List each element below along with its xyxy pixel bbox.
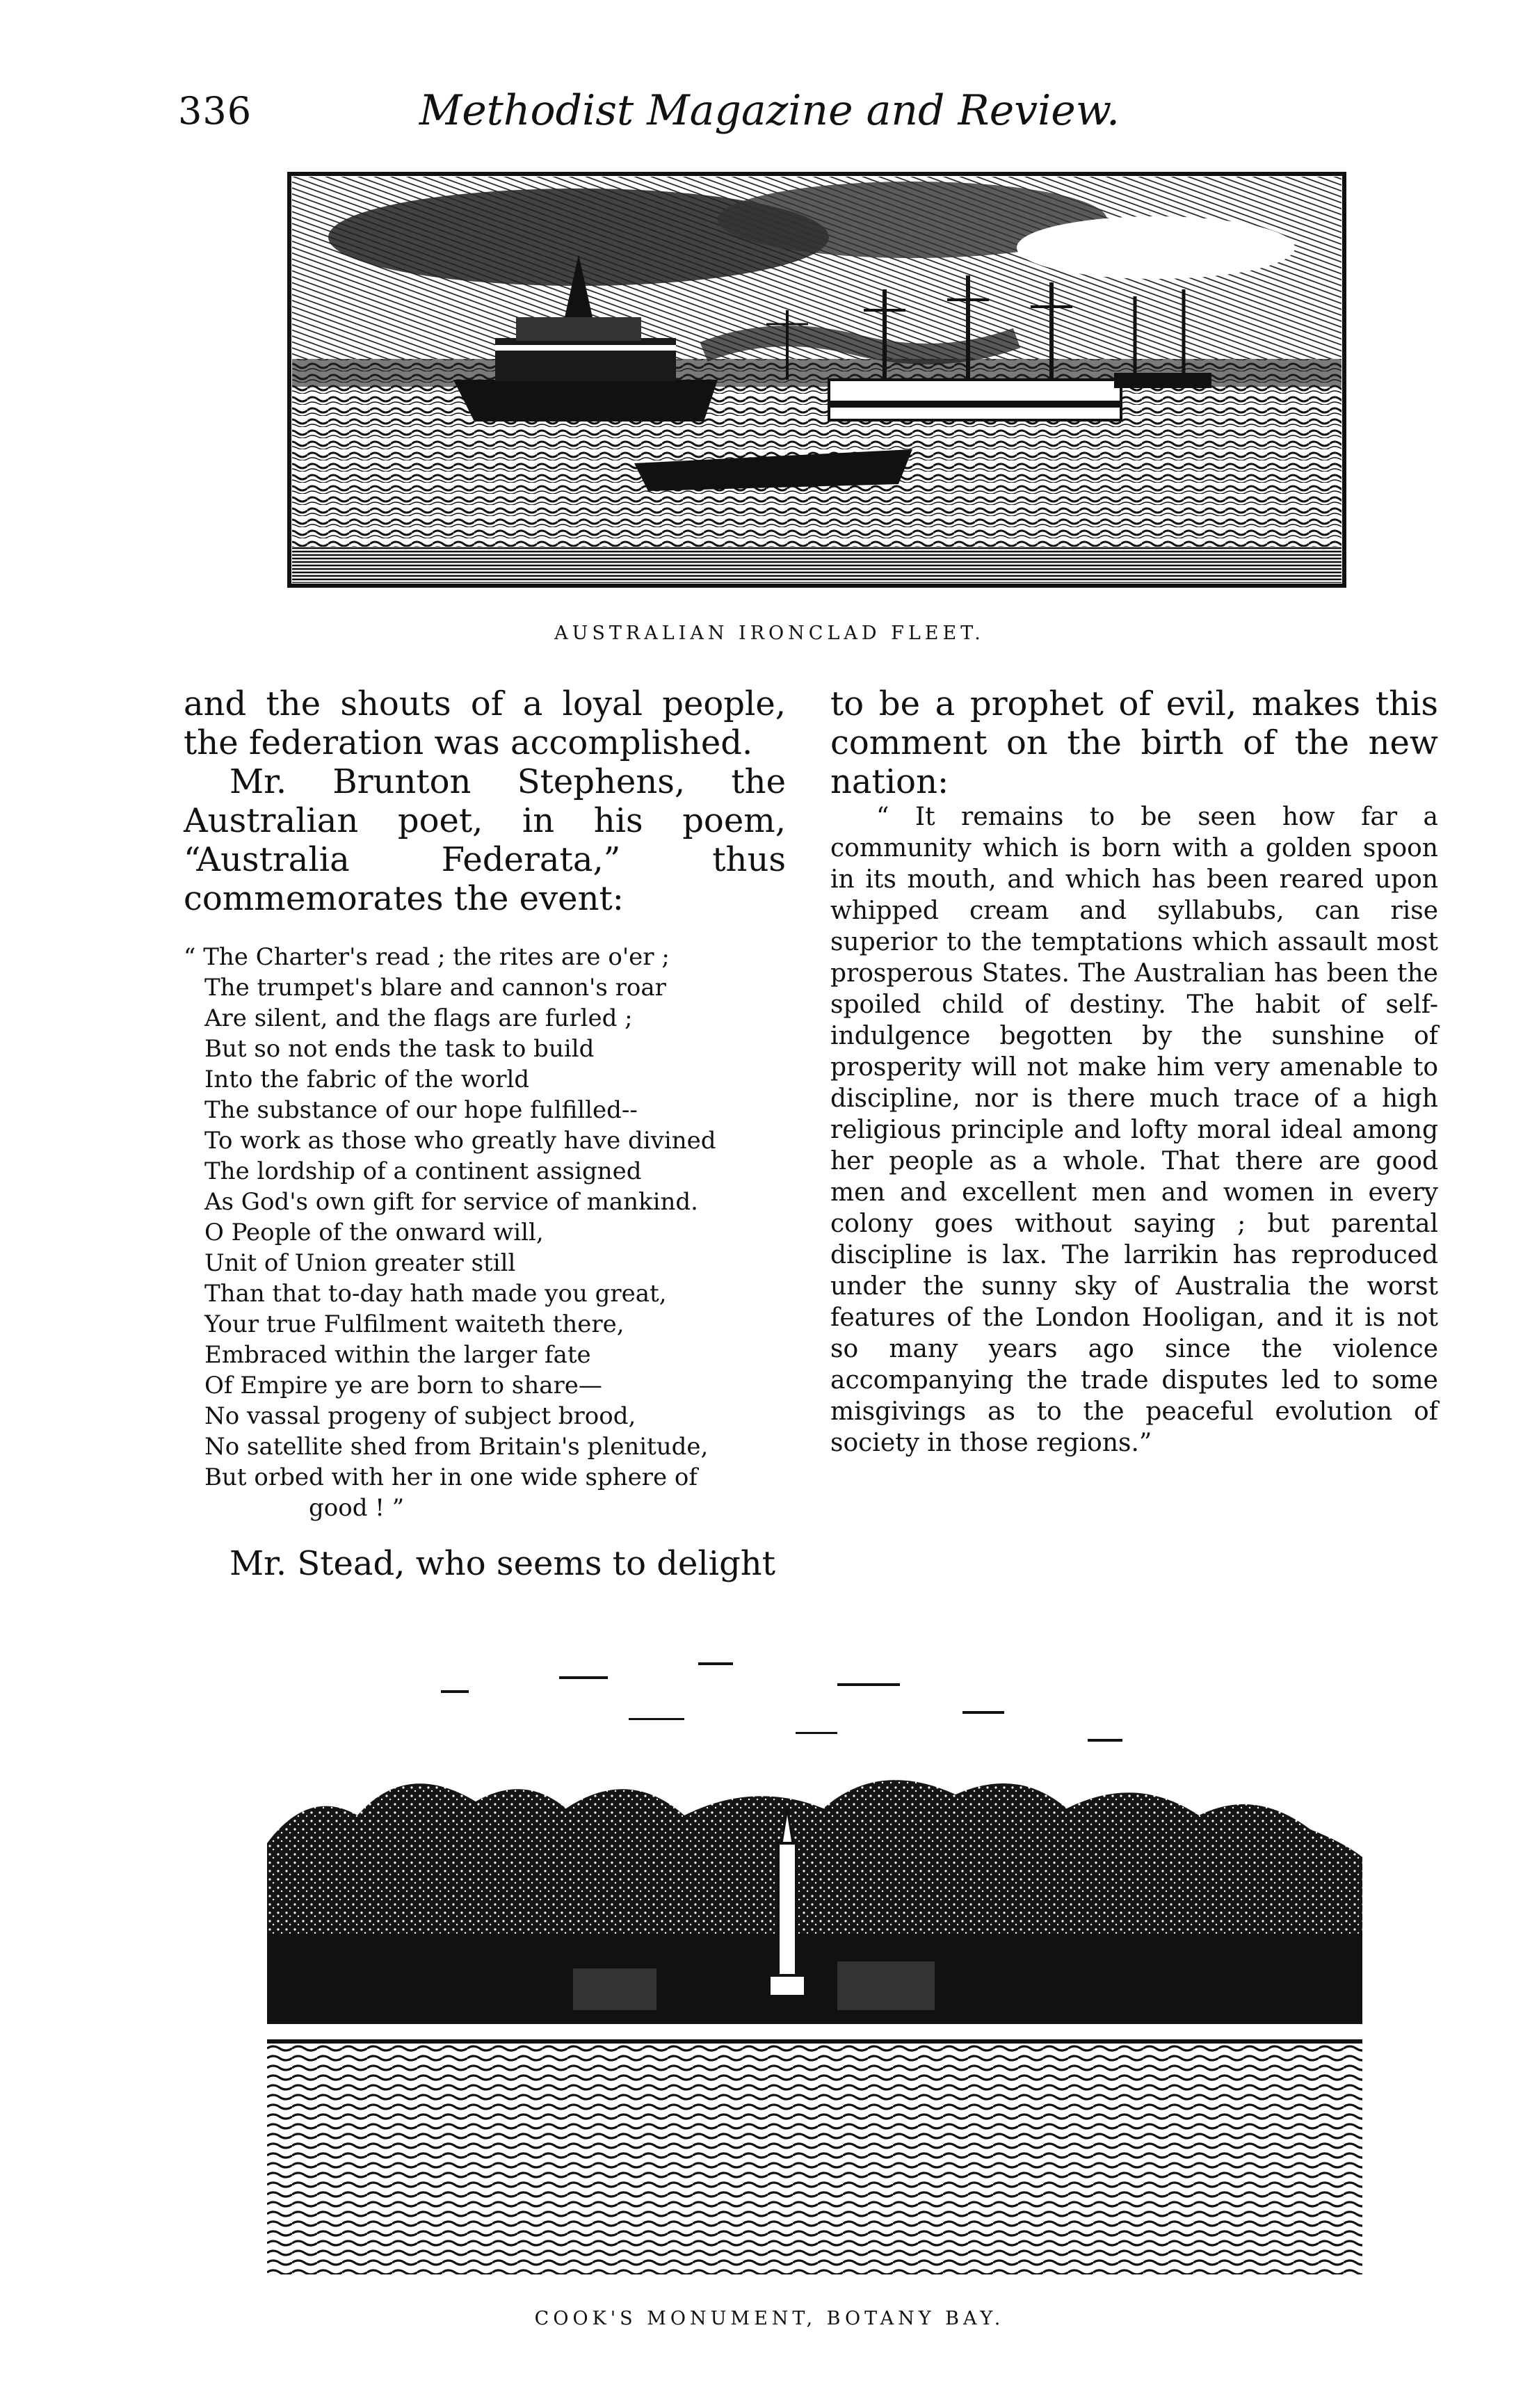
left-paragraph-1: and the shouts of a loyal people, the federation was accomplished. (184, 684, 786, 762)
poem-line: Your true Fulfilment waiteth there, (204, 1310, 625, 1338)
poem-line: No vassal progeny of subject brood, (204, 1402, 636, 1430)
poem-line: But orbed with her in one wide sphere of (204, 1463, 698, 1491)
poem-line: “ The Charter's read ; the rites are o'er ; (184, 943, 670, 971)
poem-line: Are silent, and the flags are furled ; (204, 1004, 633, 1032)
right-paragraph-1: to be a prophet of evil, makes this comment on the birth of the new nation: (830, 684, 1438, 801)
poem-line: Unit of Union greater still (204, 1249, 516, 1277)
poem-line: But so not ends the task to build (204, 1035, 595, 1063)
caption-top: AUSTRALIAN IRONCLAD FLEET. (554, 623, 985, 644)
poem-line: O People of the onward will, (204, 1219, 544, 1246)
page-number: 336 (178, 89, 252, 133)
running-title: Methodist Magazine and Review. (419, 86, 1120, 135)
poem-line: Than that to-day hath made you great, (204, 1280, 667, 1308)
poem-line: Of Empire ye are born to share— (204, 1372, 602, 1399)
poem-line: The lordship of a continent assigned (204, 1157, 642, 1185)
monument-engraving (267, 1635, 1362, 2281)
stead-quotation: “ It remains to be seen how far a community which is born with a golden spoon in its mouth, and which has been reared upon whipped cream and syllabubs, can rise superior to the temptations which assault most prosperous States. The Australian has been the spoiled child of destiny. The habit of self-indulgence begotten by the sunshine of prosperity will not make him very amenable to discipline, nor is there much trace of a high religious principle and lofty moral ideal among her people as a whole. That there are good men and excellent men and women in every colony goes without saying ; but parental discipline is lax. The larrikin has reproduced under the sunny sky of Australia the worst features of the London Hooligan, and it is not so many years ago since the violence accompanying the trade disputes led to some misgivings as to the peaceful evolution of society in those regions.” (830, 803, 1438, 1457)
caption-bottom: COOK'S MONUMENT, BOTANY BAY. (534, 2308, 1005, 2329)
poem-line: good ! ” (309, 1494, 405, 1522)
poem-line: To work as those who greatly have divined (204, 1127, 716, 1155)
poem-line: Into the fabric of the world (204, 1066, 530, 1093)
left-paragraph-3: Mr. Stead, who seems to delight (229, 1544, 775, 1583)
poem-line: No satellite shed from Britain's plenitude, (204, 1433, 709, 1461)
ironclad-fleet-engraving (287, 171, 1347, 588)
poem-line: Embraced within the larger fate (204, 1341, 591, 1369)
poem-line: The substance of our hope fulfilled-- (204, 1096, 638, 1124)
poem (184, 942, 786, 1523)
poem-line: As God's own gift for service of mankind. (204, 1188, 698, 1216)
left-paragraph-2: Mr. Brunton Stephens, the Australian poet, in his poem, “Australia Federata,” thus commemorates the event: (184, 762, 786, 918)
poem-line: The trumpet's blare and cannon's roar (204, 974, 666, 1002)
left-column (184, 684, 786, 1583)
right-column (830, 684, 1438, 1459)
